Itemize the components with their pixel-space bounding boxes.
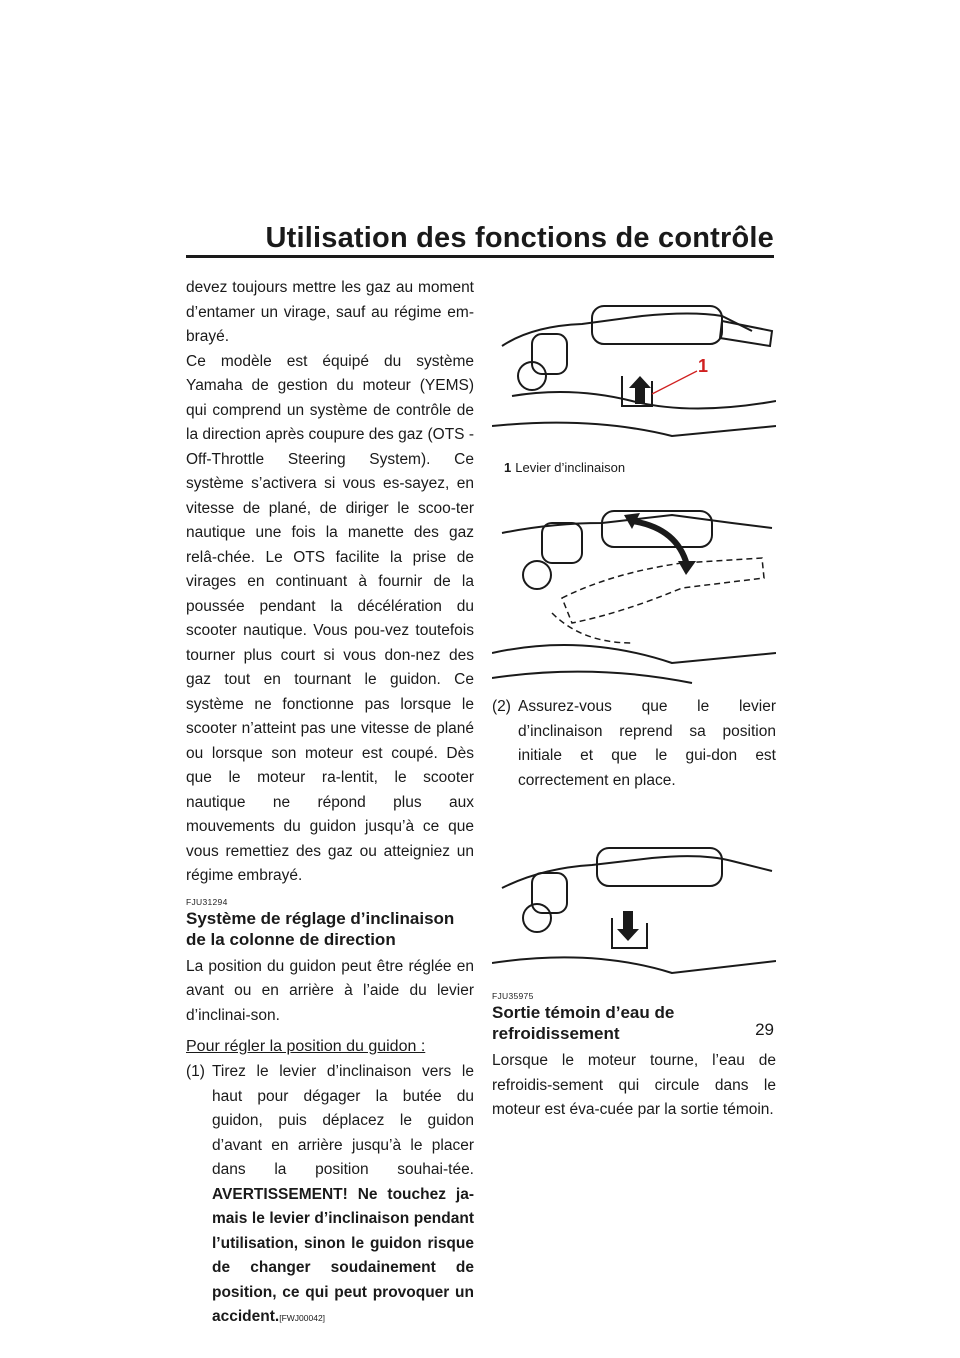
- header-rule: [186, 255, 774, 258]
- step-1-body: [212, 1060, 474, 1331]
- step-2-number: (2): [492, 698, 511, 715]
- subheading-adjust: Pour régler la position du guidon :: [186, 1038, 426, 1055]
- step-1-number: (1): [186, 1063, 205, 1080]
- section-text-tilt: La position du guidon peut être réglée en avant ou en arrière à l’aide du levier d’inclinai-son.: [186, 957, 474, 1024]
- section-code-cooling: FJU35975: [492, 991, 534, 1001]
- caption-number: 1: [504, 460, 512, 475]
- caption-text: Levier d’inclinaison: [515, 460, 626, 475]
- right-column: [492, 276, 776, 1123]
- left-column: [186, 276, 474, 1331]
- figure-tilt-locked: [492, 833, 776, 983]
- handlebar-illustration-1: [492, 276, 776, 458]
- step-1-text: Tirez le levier d’inclinaison vers le haut pour dégager la butée du guidon, puis déplacez le guidon d’avant en arrière jusqu’à le placer dans la position souhai-tée.: [212, 1063, 474, 1178]
- page-header-title: Utilisation des fonctions de contrôle: [265, 222, 774, 254]
- figure-caption: [504, 460, 776, 475]
- intro-paragraph-2: Ce modèle est équipé du système Yamaha de gestion du moteur (YEMS) qui comprend un système de contrôle de la direction après coupure des gaz (OTS - Off-Throttle Steering System). Ce système s’activera si vous es-sayez, en vitesse de plané, de diriger le scoo-ter nautique une fois la manette des gaz relâ-chée. Le OTS facilite la prise de virages en continuant à fournir de la poussée pendant la décélération du scooter nautique. Vous pou-vez toutefois tourner plus court si vous don-nez des gaz tout en tournant le guidon. Ce système ne fonctionne pas lorsque le scooter n’atteint pas une vitesse de plané ou lorsque son moteur est coupé. Dès que le moteur ra-lentit, le scooter nautique ne répond plus aux mouvements du guidon jusqu’à ce que vous remettiez des gaz ou atteigniez un régime embrayé.: [186, 352, 474, 884]
- figure-tilt-lever: [492, 276, 776, 458]
- figure-tilt-motion: [492, 503, 776, 689]
- callout-1: 1: [698, 356, 709, 376]
- handlebar-illustration-3: [492, 833, 776, 983]
- step-2: [492, 695, 776, 793]
- intro-paragraph-1: devez toujours mettre les gaz au moment d’entamer un virage, sauf au régime em-brayé.: [186, 279, 474, 345]
- handlebar-illustration-2: [492, 503, 776, 689]
- page-number: 29: [755, 1020, 774, 1039]
- section-code: FJU31294: [186, 896, 228, 907]
- warning-code: [FWJ00042]: [279, 1313, 326, 1323]
- step-1: [186, 1060, 474, 1331]
- section-title-tilt: Système de réglage d’inclinaison de la colonne de direction: [186, 908, 455, 949]
- step-1-warning: AVERTISSEMENT! Ne touchez ja-mais le levier d’inclinaison pendant l’utilisation, sinon le guidon risque de changer soudainement de position, ce qui peut provoquer un accident.: [212, 1185, 474, 1325]
- step-2-text: Assurez-vous que le levier d’inclinaison reprend sa position initiale et que le gui-don est correctement en place.: [518, 698, 776, 789]
- section-text-cooling: Lorsque le moteur tourne, l’eau de refroidis-sement qui circule dans le moteur est éva-cuée par la sortie témoin.: [492, 1052, 776, 1118]
- section-title-cooling: Sortie témoin d’eau de refroidissement: [492, 1003, 675, 1043]
